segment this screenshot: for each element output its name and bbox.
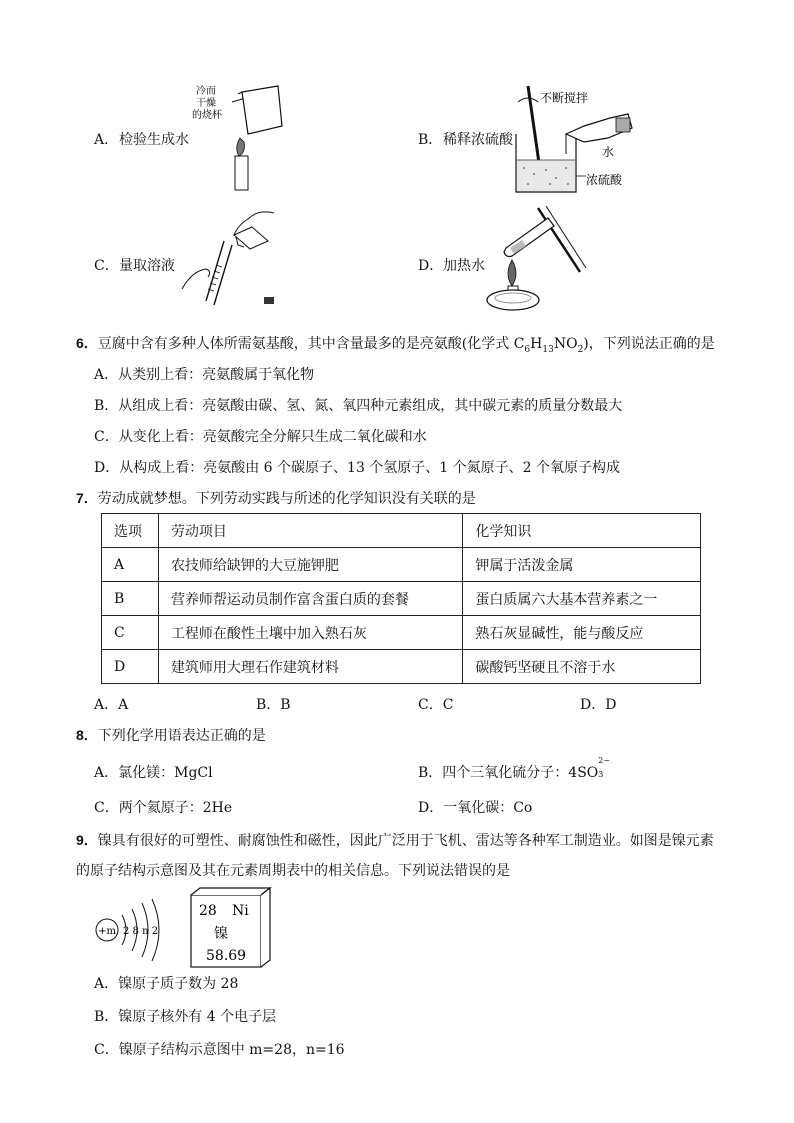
q5-d-text: 加热水 xyxy=(443,258,485,274)
q7-option-b: B．B xyxy=(256,697,291,713)
q8-b-text: B．四个三氧化硫分子：4SO xyxy=(418,765,599,781)
q6-number: 6． xyxy=(76,335,98,351)
figure-measure-solution-icon xyxy=(178,205,288,310)
table-cell: B xyxy=(102,582,159,616)
table-row xyxy=(102,616,701,650)
fig-b-acid-label: 浓硫酸 xyxy=(586,173,623,187)
fig-a-label-1: 冷而 xyxy=(196,86,216,97)
q8-option-b xyxy=(418,756,612,782)
q5-a-letter: A． xyxy=(94,132,119,148)
q9-option-b: B．镍原子核外有 4 个电子层 xyxy=(94,1009,277,1025)
q7-option-c: C．C xyxy=(418,697,454,713)
q9-stem-line1 xyxy=(76,830,714,850)
table-cell: 碳酸钙坚硬且不溶于水 xyxy=(463,650,701,684)
table-cell: C xyxy=(102,616,159,650)
fig-a-label-2: 干燥 xyxy=(196,98,216,109)
atom-shells-label: 2 8 n 2 xyxy=(123,926,159,937)
fig-b-water-label: 水 xyxy=(602,145,615,159)
figure-heat-water-icon xyxy=(482,202,592,312)
q9-stem-line2: 的原子结构示意图及其在元素周期表中的相关信息。下列说法错误的是 xyxy=(76,863,510,879)
q5-c-text: 量取溶液 xyxy=(119,258,175,274)
table-header-row xyxy=(102,514,701,548)
q6-sub-6: 6 xyxy=(524,344,531,355)
q7-number: 7． xyxy=(76,490,98,506)
q7-option-a: A．A xyxy=(94,697,129,713)
q8-b-subscript: 3 xyxy=(598,770,604,779)
q7-option-d: D．D xyxy=(580,697,617,713)
table-row xyxy=(102,548,701,582)
q6-stem-post: )，下列说法正确的是 xyxy=(583,336,715,352)
q6-no: NO xyxy=(553,336,578,352)
table-cell: 农技师给缺钾的大豆施钾肥 xyxy=(158,548,462,582)
q5-b-text: 稀释浓硫酸 xyxy=(443,132,513,148)
q5-b-letter: B． xyxy=(418,132,443,148)
table-cell: A xyxy=(102,548,159,582)
periodic-element-cell xyxy=(190,887,272,969)
q8-b-superscript: 2− xyxy=(598,756,611,765)
table-cell: 钾属于活泼金属 xyxy=(463,548,701,582)
element-mass: 58.69 xyxy=(206,948,247,964)
table-cell: 工程师在酸性土壤中加入熟石灰 xyxy=(158,616,462,650)
fig-a-label-3: 的烧杯 xyxy=(192,110,222,121)
q6-stem-pre: 豆腐中含有多种人体所需氨基酸，其中含量最多的是亮氨酸(化学式 C xyxy=(97,336,525,352)
q5-d-letter: D． xyxy=(418,258,444,274)
table-cell: 熟石灰显碱性，能与酸反应 xyxy=(463,616,701,650)
q9-option-a: A．镍原子质子数为 28 xyxy=(94,976,239,992)
atom-nucleus-label: +m xyxy=(98,926,116,937)
q5-a-text: 检验生成水 xyxy=(119,132,189,148)
q7-stem xyxy=(76,488,476,508)
q6-sub-2: 2 xyxy=(577,344,584,355)
q9-number: 9． xyxy=(76,832,98,848)
q8-option-d: D．一氧化碳：Co xyxy=(418,800,533,816)
q6-option-c: C．从变化上看：亮氨酸完全分解只生成二氧化碳和水 xyxy=(94,429,427,445)
atom-structure-diagram xyxy=(92,893,172,963)
q8-stem xyxy=(76,725,266,745)
table-cell: 营养师帮运动员制作富含蛋白质的套餐 xyxy=(158,582,462,616)
q5-c-letter: C． xyxy=(94,258,119,274)
q8-number: 8． xyxy=(76,727,98,743)
element-symbol: Ni xyxy=(232,903,249,919)
figure-test-water-icon xyxy=(190,82,290,194)
q8-option-c: C．两个氦原子：2He xyxy=(94,800,233,816)
q6-sub-13: 13 xyxy=(542,344,554,355)
q6-h: H xyxy=(530,336,543,352)
table-header-cell: 选项 xyxy=(102,514,159,548)
q9-option-c: C．镍原子结构示意图中 m=28，n=16 xyxy=(94,1042,345,1058)
table-cell: D xyxy=(102,650,159,684)
q7-stem-text: 劳动成就梦想。下列劳动实践与所述的化学知识没有关联的是 xyxy=(97,491,476,507)
table-row xyxy=(102,582,701,616)
figure-dilute-acid-icon xyxy=(510,80,650,195)
q6-option-a: A．从类别上看：亮氨酸属于氧化物 xyxy=(94,367,315,383)
q9-stem-text-1: 镍具有很好的可塑性、耐腐蚀性和磁性，因此广泛用于飞机、雷达等各种军工制造业。如图是镍元素 xyxy=(97,833,714,849)
table-header-cell: 劳动项目 xyxy=(158,514,462,548)
element-name: 镍 xyxy=(214,926,228,942)
table-cell: 蛋白质属六大基本营养素之一 xyxy=(463,582,701,616)
element-number: 28 xyxy=(199,903,217,919)
table-row xyxy=(102,650,701,684)
table-cell: 建筑师用大理石作建筑材料 xyxy=(158,650,462,684)
q7-table xyxy=(101,513,701,684)
q6-option-d: D．从构成上看：亮氨酸由 6 个碳原子、13 个氢原子、1 个氮原子、2 个氧原子构成 xyxy=(94,460,621,476)
q8-stem-text: 下列化学用语表达正确的是 xyxy=(97,728,266,744)
table-header-cell: 化学知识 xyxy=(463,514,701,548)
q6-stem xyxy=(76,333,715,355)
fig-b-stir-label: 不断搅拌 xyxy=(540,91,589,105)
q8-option-a: A．氯化镁：MgCl xyxy=(94,765,213,781)
q6-option-b: B．从组成上看：亮氨酸由碳、氢、氮、氧四种元素组成，其中碳元素的质量分数最大 xyxy=(94,398,623,414)
